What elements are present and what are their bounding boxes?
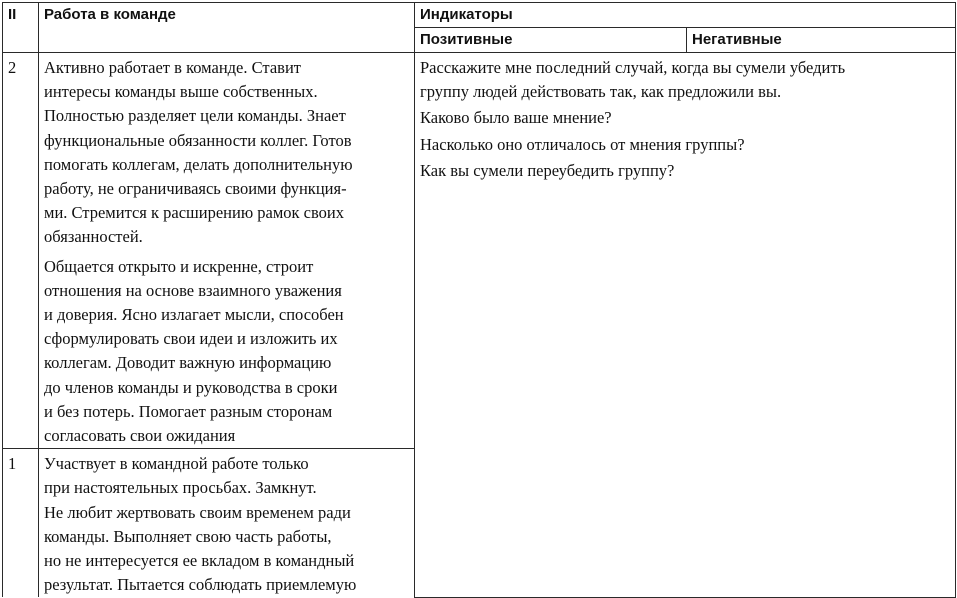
text-line: команды. Выполняет свою часть работы,: [44, 526, 332, 546]
header-indicators: Индикаторы: [415, 3, 956, 28]
text-line: интересы команды выше собственных.: [44, 82, 318, 102]
text-line: сформулировать свои идеи и изложить их: [44, 329, 338, 349]
description-paragraph: [44, 56, 409, 250]
text-line: Активно работает в команде. Ставит: [44, 58, 301, 77]
level-cell: 1: [3, 449, 39, 598]
text-line: и доверия. Ясно излагает мысли, способен: [44, 305, 344, 325]
text-line: но не интересуется ее вкладом в командный: [44, 551, 355, 571]
text-line: при настоятельных просьбах. Замкнут.: [44, 478, 317, 498]
text-line: Расскажите мне последний случай, когда вы сумели убедить: [420, 58, 846, 77]
text-line: результат. Пытается соблюдать приемлемую: [44, 575, 357, 595]
competency-table-page: [2, 2, 955, 593]
competency-table: [2, 2, 956, 598]
text-line: Участвует в командной работе только: [44, 454, 309, 474]
question: Каково было ваше мнение?: [420, 108, 612, 128]
text-line: Общается открыто и искренне, строит: [44, 256, 314, 276]
question: Как вы сумели переубедить группу?: [420, 160, 675, 180]
text-line: помогать коллегам, делать дополнительную: [44, 154, 353, 174]
header-competency: Работа в команде: [39, 3, 415, 53]
text-line: работу, не ограничиваясь своими функция-: [44, 179, 347, 199]
header-row-1: [3, 3, 956, 28]
text-line: обязанностей.: [44, 227, 143, 247]
question: Насколько оно отличалось от мнения группы?: [420, 134, 745, 154]
interview-questions-cell: [415, 53, 956, 598]
text-line: и без потерь. Помогает разным сторонам: [44, 401, 333, 421]
text-line: функциональные обязанности коллег. Готов: [44, 130, 352, 150]
description-paragraph: [44, 255, 409, 449]
header-level: II: [3, 3, 39, 53]
text-line: отношения на основе взаимного уважения: [44, 280, 342, 300]
description-cell: [39, 449, 415, 598]
text-line: коллегам. Доводит важную информацию: [44, 353, 332, 373]
description-cell: [39, 53, 415, 449]
table-row-level-2: [3, 53, 956, 449]
text-line: Не любит жертвовать своим временем ради: [44, 502, 351, 522]
header-positive: Позитивные: [415, 28, 687, 53]
text-line: ми. Стремится к расширению рамок своих: [44, 203, 345, 223]
question: [420, 56, 950, 104]
text-line: Полностью разделяет цели команды. Знает: [44, 106, 346, 126]
level-cell: 2: [3, 53, 39, 449]
header-negative: Негативные: [687, 28, 956, 53]
text-line: согласовать свои ожидания: [44, 426, 236, 446]
text-line: до членов команды и руководства в сроки: [44, 377, 338, 397]
text-line: группу людей действовать так, как предложили вы.: [420, 82, 782, 102]
